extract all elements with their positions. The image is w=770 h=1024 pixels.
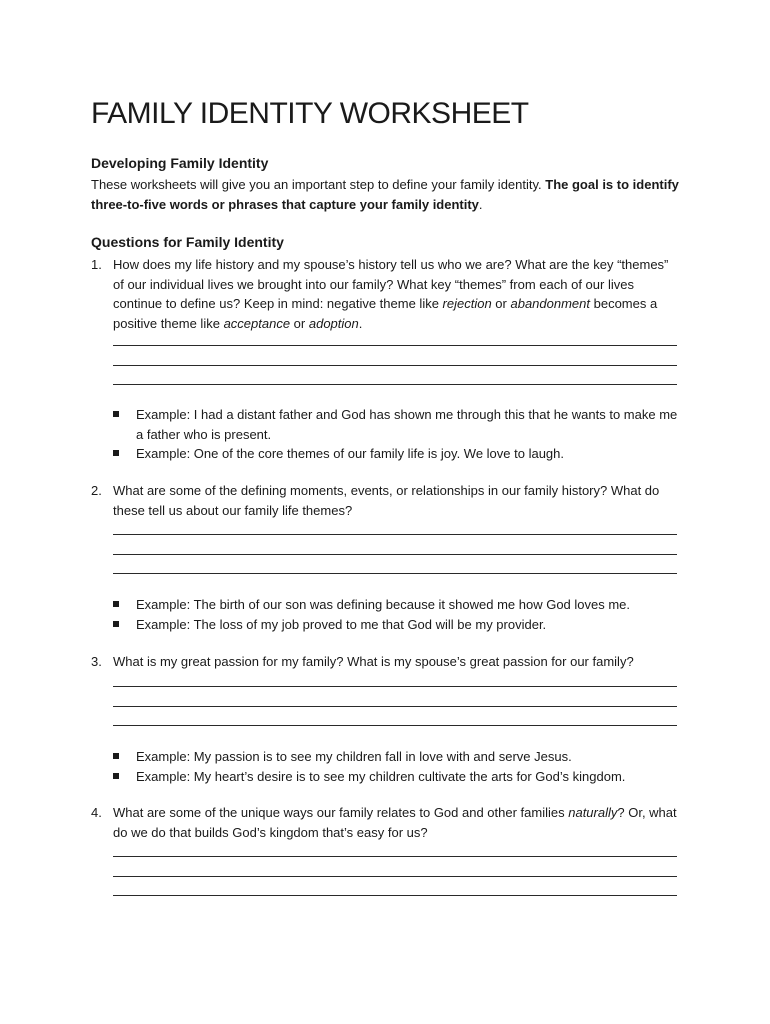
question-text-part: becomes a positive theme like — [113, 296, 658, 331]
answer-lines-1[interactable] — [113, 345, 677, 404]
answer-line[interactable] — [113, 706, 677, 707]
examples-list-2 — [113, 595, 681, 634]
list-item — [113, 767, 681, 787]
question-text-part: What are some of the unique ways our family relates to God and other families — [113, 805, 569, 820]
question-emphasis: abandonment — [510, 296, 590, 311]
list-item — [113, 615, 681, 635]
question-number: 4. — [91, 805, 102, 820]
intro-text: These worksheets will give you an important step to define your family identity. — [91, 177, 546, 192]
answer-line[interactable] — [113, 365, 677, 366]
answer-line[interactable] — [113, 345, 677, 346]
section-heading-developing: Developing Family Identity — [91, 155, 269, 171]
question-text-part: ? Or, what do we do that builds God’s kingdom that’s easy for us? — [113, 805, 677, 840]
section-heading-questions: Questions for Family Identity — [91, 234, 284, 250]
bullet-icon — [113, 411, 119, 417]
question-text-part: How does my life history and my spouse’s history tell us who we are? What are the key “themes” of our individual lives we brought into our family? What key “themes” from each of our lives continue to define us? Keep in mind: negative theme like — [113, 257, 669, 311]
worksheet-page — [91, 0, 681, 1024]
question-emphasis: acceptance — [223, 315, 291, 331]
question-emphasis: adoption — [308, 315, 359, 331]
question-text-part: . — [358, 315, 363, 331]
intro-paragraph — [91, 175, 679, 214]
answer-line[interactable] — [113, 895, 677, 896]
example-text: Example: One of the core themes of our family life is joy. We love to laugh. — [136, 446, 564, 461]
list-item — [113, 747, 681, 767]
answer-lines-4[interactable] — [113, 856, 677, 915]
answer-line[interactable] — [113, 384, 677, 385]
answer-lines-2[interactable] — [113, 534, 677, 593]
intro-goal-text: The goal is to identify three-to-five words or phrases that capture your family identity — [91, 177, 679, 212]
example-text: Example: The birth of our son was defining because it showed me how God loves me. — [136, 597, 631, 612]
bullet-icon — [113, 753, 119, 759]
bullet-icon — [113, 773, 119, 779]
answer-line[interactable] — [113, 573, 677, 574]
list-item — [113, 595, 681, 615]
answer-line[interactable] — [113, 856, 677, 857]
question-text — [113, 255, 681, 333]
list-item — [113, 405, 681, 444]
example-text: Example: I had a distant father and God has shown me through this that he wants to make me a father who is present. — [136, 407, 678, 442]
question-number: 1. — [91, 257, 102, 272]
example-text: Example: My passion is to see my children fall in love with and serve Jesus. — [136, 749, 572, 764]
question-text: What is my great passion for my family? What is my spouse’s great passion for our family? — [113, 654, 634, 669]
question-number: 3. — [91, 654, 102, 669]
list-item — [113, 444, 681, 464]
answer-line[interactable] — [113, 725, 677, 726]
question-number: 2. — [91, 483, 102, 498]
question-text-part: or — [491, 296, 511, 311]
question-text-part: or — [290, 315, 309, 331]
answer-line[interactable] — [113, 534, 677, 535]
answer-line[interactable] — [113, 554, 677, 555]
examples-list-1 — [113, 405, 681, 464]
question-emphasis: naturally — [568, 805, 618, 820]
answer-line[interactable] — [113, 876, 677, 877]
bullet-icon — [113, 621, 119, 627]
page-title: FAMILY IDENTITY WORKSHEET — [91, 97, 529, 130]
intro-end: . — [478, 196, 483, 212]
answer-line[interactable] — [113, 686, 677, 687]
question-text: What are some of the defining moments, events, or relationships in our family history? What do these tell us about our family life themes? — [113, 483, 660, 518]
answer-lines-3[interactable] — [113, 686, 677, 745]
example-text: Example: My heart’s desire is to see my children cultivate the arts for God’s kingdom. — [136, 768, 626, 784]
question-emphasis: rejection — [442, 296, 492, 311]
question-text — [113, 803, 681, 842]
examples-list-3 — [113, 747, 681, 786]
example-text: Example: The loss of my job proved to me that God will be my provider. — [136, 616, 547, 632]
bullet-icon — [113, 601, 119, 607]
bullet-icon — [113, 450, 119, 456]
